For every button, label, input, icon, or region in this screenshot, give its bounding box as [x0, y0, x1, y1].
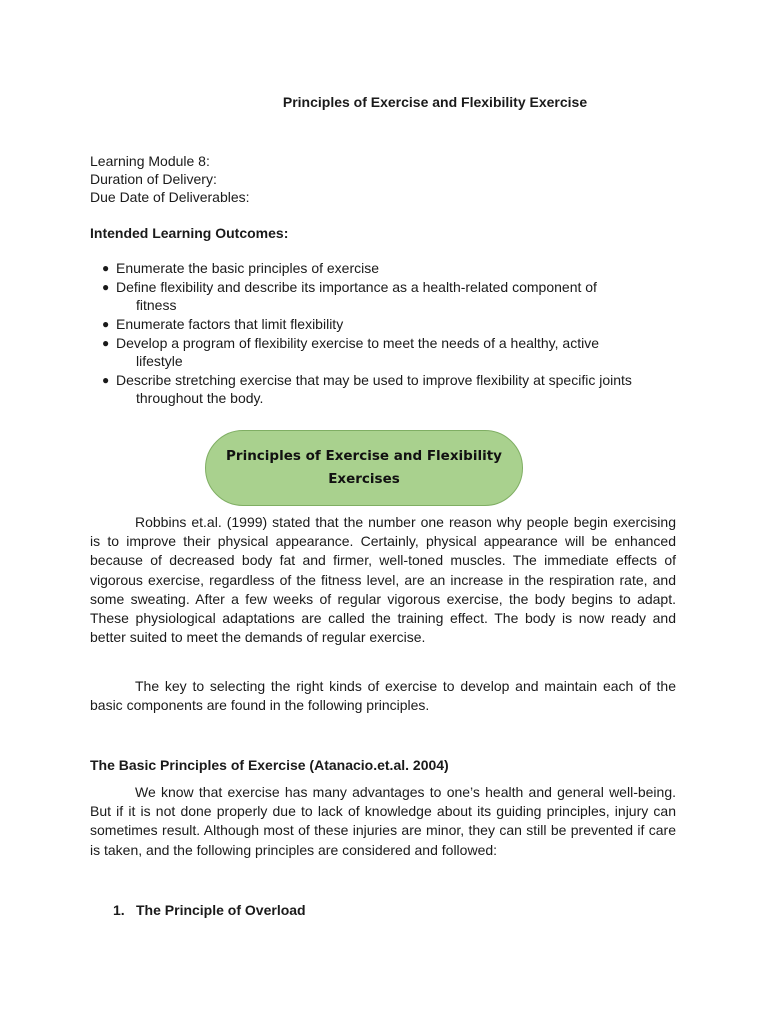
bullet-icon: ● [102, 317, 110, 331]
paragraph-robbins: Robbins et.al. (1999) stated that the number one reason why people begin exercising is to improve their physical appearance. Certainly, physical appearance will be enhanced because of decreased body fat and firmer, well-toned muscles. The immediate effects of vigorous exercise, regardless of the fitness level, are an increase in the respiration rate, and some sweating. After a few weeks of regular vigorous exercise, the body begins to adapt. These physiological adaptations are called the training effect. The body is now ready and better suited to meet the demands of regular exercise. [90, 514, 676, 646]
document-title: Principles of Exercise and Flexibility Exercise [282, 94, 588, 110]
module-meta [90, 152, 250, 206]
outcome-text: Enumerate the basic principles of exercise [116, 260, 380, 276]
banner-line-2: Exercises [328, 471, 400, 487]
outcomes-heading: Intended Learning Outcomes: [90, 225, 289, 241]
outcome-text: Enumerate factors that limit flexibility [116, 316, 344, 332]
outcome-text-continued: lifestyle [136, 353, 183, 369]
outcome-text: Define flexibility and describe its importance as a health-related component of [116, 279, 597, 295]
section-banner [205, 430, 523, 506]
list-item [100, 315, 680, 333]
bullet-icon: ● [102, 336, 110, 350]
bullet-icon: ● [102, 280, 110, 294]
principle-number: 1. [113, 902, 125, 918]
bullet-icon: ● [102, 261, 110, 275]
bullet-icon: ● [102, 373, 110, 387]
basic-principles-heading: The Basic Principles of Exercise (Atanacio.et.al. 2004) [90, 757, 449, 773]
principle-overload-heading [113, 901, 306, 919]
paragraph-key-selection: The key to selecting the right kinds of exercise to develop and maintain each of the basic components are found in the following principles. [90, 678, 676, 714]
outcomes-list [100, 259, 680, 408]
outcome-text: Develop a program of flexibility exercise to meet the needs of a healthy, active [116, 335, 599, 351]
list-item [100, 334, 680, 370]
list-item [100, 259, 680, 277]
outcome-text: Describe stretching exercise that may be used to improve flexibility at specific joints [116, 372, 632, 388]
learning-module-label: Learning Module 8: [90, 153, 210, 169]
principle-label: The Principle of Overload [136, 902, 306, 918]
outcome-text-continued: fitness [136, 297, 177, 313]
duration-label: Duration of Delivery: [90, 171, 217, 187]
outcome-text-continued: throughout the body. [136, 390, 264, 406]
banner-line-1: Principles of Exercise and Flexibility [226, 448, 502, 464]
paragraph-advantages: We know that exercise has many advantages to one’s health and general well-being. But if it is not done properly due to lack of knowledge about its guiding principles, injury can sometimes result. Although most of these injuries are minor, they can still be prevented if care is taken, and the following principles are considered and followed: [90, 784, 676, 858]
due-date-label: Due Date of Deliverables: [90, 189, 250, 205]
list-item [100, 371, 680, 407]
list-item [100, 278, 680, 314]
